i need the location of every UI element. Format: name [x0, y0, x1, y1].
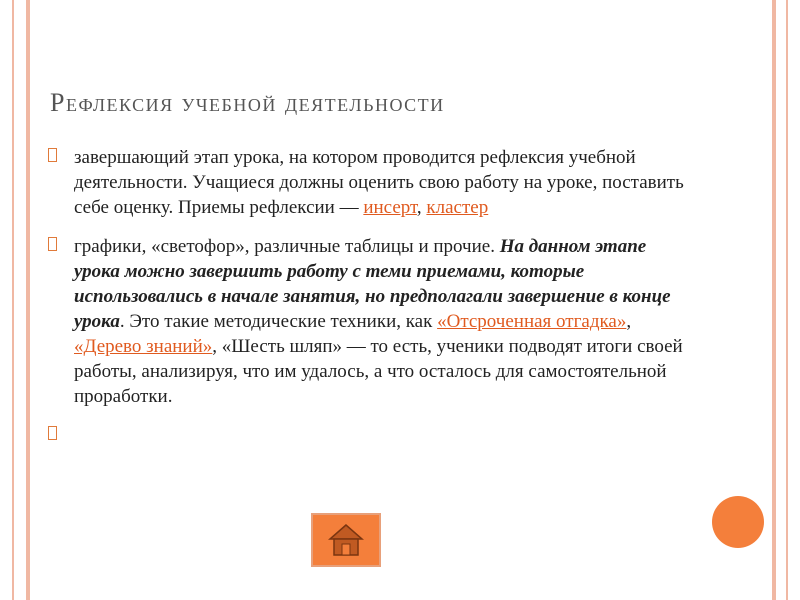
square-bullet-icon [48, 426, 57, 440]
slide-title: Рефлексия учебной деятельности [50, 88, 445, 117]
list-item [48, 234, 688, 409]
link-delayed-guess[interactable]: «Отсроченная отгадка» [437, 311, 627, 332]
square-bullet-icon [48, 148, 57, 162]
bullet-separator: , [416, 197, 427, 218]
left-border-thin [12, 0, 14, 600]
link-knowledge-tree[interactable]: «Дерево знаний» [74, 336, 213, 357]
link-cluster[interactable]: кластер [426, 197, 489, 218]
right-border-thick [772, 0, 776, 600]
bullet-text: , «Шесть шляп» — то есть, ученики подводят итоги своей работы, анализируя, что им удалось, а что осталось для самостоятельной проработки. [74, 336, 683, 407]
bullet-text: графики, «светофор», различные таблицы и прочие. [74, 236, 500, 257]
link-insert[interactable]: инсерт [363, 197, 417, 218]
list-item [48, 145, 688, 220]
slide-content [48, 145, 688, 423]
decorative-circle [712, 496, 764, 548]
right-border-thin [786, 0, 788, 600]
home-button[interactable] [311, 513, 381, 567]
home-icon [328, 523, 364, 557]
square-bullet-icon [48, 237, 57, 251]
bullet-text: . Это такие методические техники, как [119, 311, 438, 332]
bullet-separator: , [626, 311, 632, 332]
left-border-thick [26, 0, 30, 600]
bullet-text: завершающий этап урока, на котором проводится рефлексия учебной деятельности. Учащиеся должны оценить свою работу на уроке, поставить себе оценку. Приемы рефлексии — [74, 147, 684, 218]
emphasis-text: На данном этапе урока можно завершить работу с теми приемами, которые использовались в начале занятия, но предполагали завершение в конце урока [74, 236, 671, 332]
